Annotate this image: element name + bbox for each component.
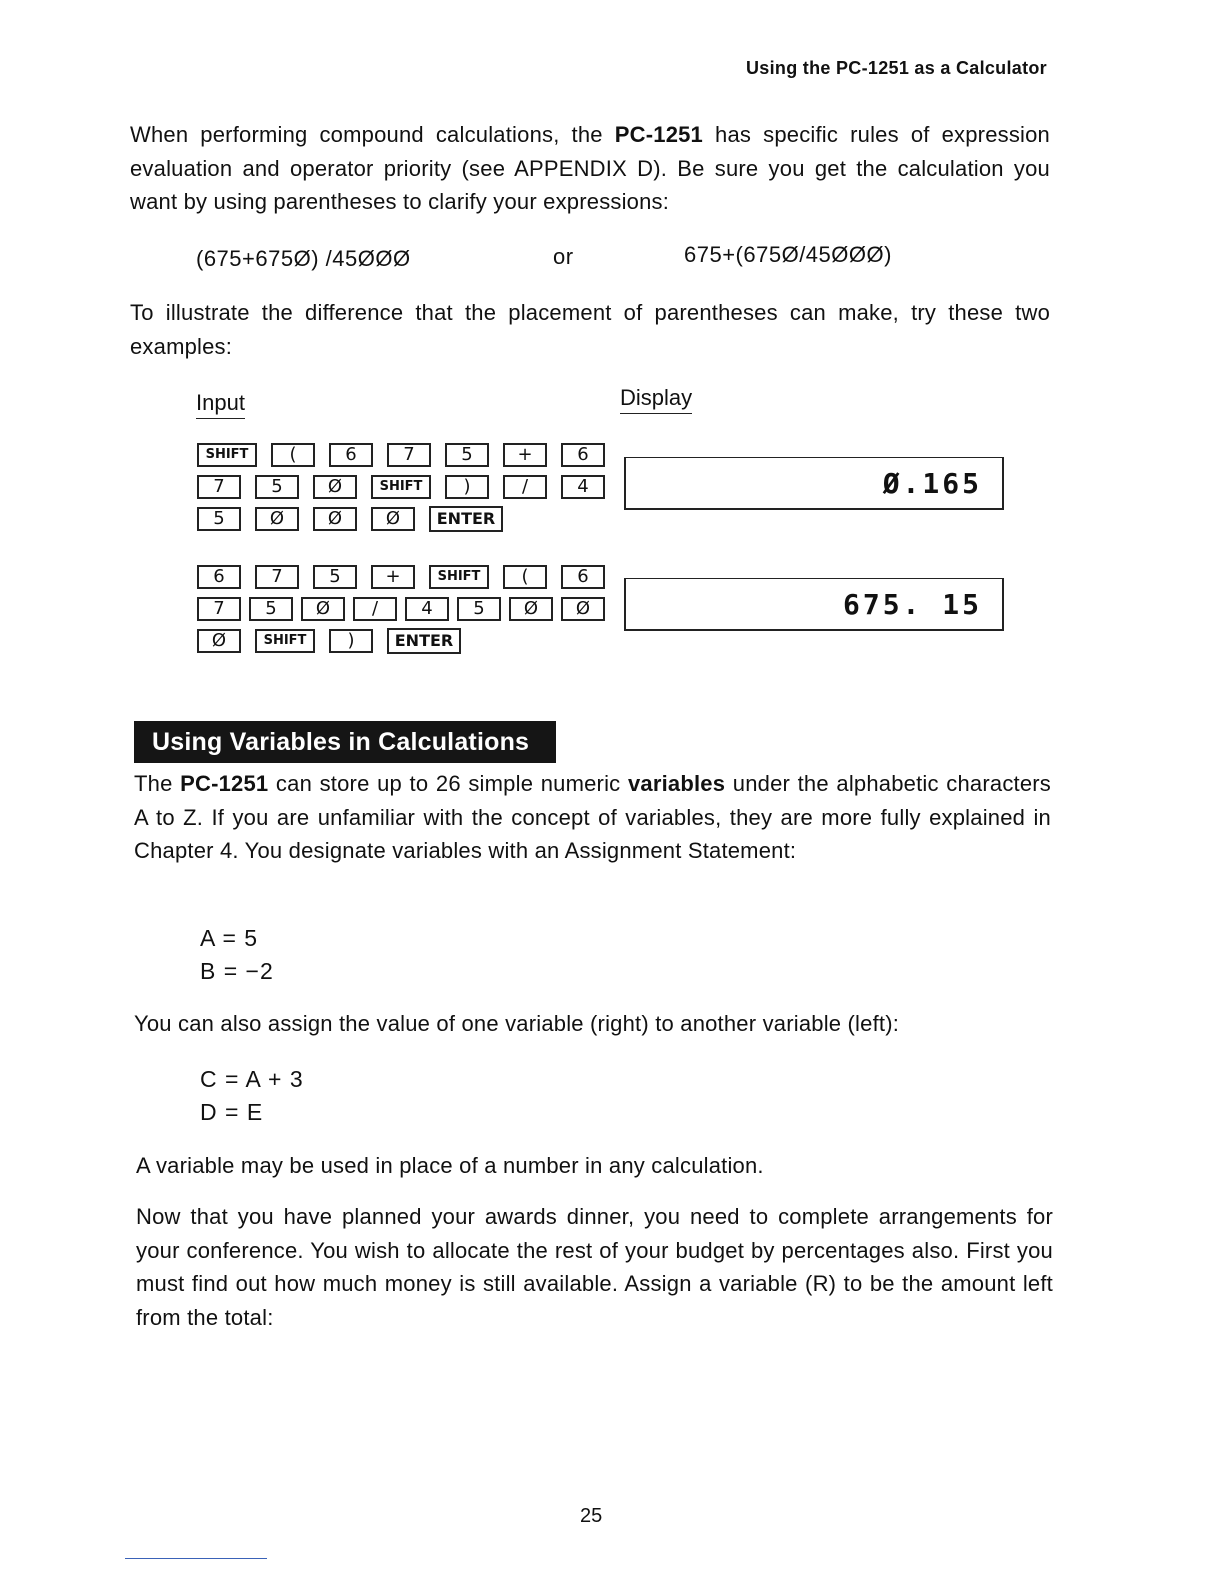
enter-key: ENTER: [387, 628, 461, 654]
digit-key: 5: [457, 597, 501, 621]
example1-display: [624, 457, 1004, 510]
digit-key: Ø: [301, 597, 345, 621]
shift-key: SHIFT: [429, 565, 489, 589]
example1-keys-row2: [197, 476, 605, 498]
digit-key: Ø: [197, 629, 241, 653]
assignment-line: D = E: [200, 1099, 264, 1125]
variables-text-mid: can store up to 26 simple numeric: [268, 771, 628, 796]
digit-key: 6: [561, 565, 605, 589]
example2-keys-row2: [197, 598, 605, 620]
example1-display-value: Ø.165: [882, 467, 982, 500]
digit-key: Ø: [313, 507, 357, 531]
example1-keys-row1: [197, 444, 605, 466]
open-paren-key: (: [271, 443, 315, 467]
digit-key: 5: [255, 475, 299, 499]
digit-key: Ø: [561, 597, 605, 621]
divide-key: /: [353, 597, 397, 621]
digit-key: Ø: [255, 507, 299, 531]
expression-right: 675+(675Ø/45ØØØ): [684, 242, 892, 267]
assignment-line: A = 5: [200, 925, 259, 951]
digit-key: 6: [197, 565, 241, 589]
digit-key: 7: [387, 443, 431, 467]
digit-key: Ø: [371, 507, 415, 531]
variables-text-end: under the alphabetic characters A to Z. If you are unfamiliar with the concept of variables, they are more fully explained in Chapter 4. You designate variables with an Assignment Statement:: [134, 771, 1051, 863]
digit-key: 6: [561, 443, 605, 467]
plus-key: +: [503, 443, 547, 467]
model-name: PC-1251: [614, 122, 703, 147]
variables-term: variables: [627, 771, 726, 796]
expression-left: (675+675Ø) /45ØØØ: [196, 246, 411, 271]
open-paren-key: (: [503, 565, 547, 589]
plus-key: +: [371, 565, 415, 589]
model-name: PC-1251: [180, 771, 269, 796]
intro-paragraph: [130, 118, 1050, 219]
digit-key: 5: [197, 507, 241, 531]
example2-display: [624, 578, 1004, 631]
digit-key: 5: [445, 443, 489, 467]
expression-or: or: [553, 244, 574, 269]
intro-text-start: When performing compound calculations, the: [130, 122, 615, 147]
shift-key: SHIFT: [371, 475, 431, 499]
variables-paragraph: [134, 767, 1051, 868]
section-heading: Using Variables in Calculations: [134, 721, 556, 763]
assign-value-paragraph: You can also assign the value of one variable (right) to another variable (left):: [134, 1011, 900, 1036]
digit-key: Ø: [509, 597, 553, 621]
shift-key: SHIFT: [197, 443, 257, 467]
digit-key: Ø: [313, 475, 357, 499]
close-paren-key: ): [445, 475, 489, 499]
enter-key: ENTER: [429, 506, 503, 532]
assignment-example-2: [200, 1063, 304, 1129]
digit-key: 5: [313, 565, 357, 589]
running-header: Using the PC-1251 as a Calculator: [745, 58, 1047, 78]
page-number: 25: [580, 1505, 603, 1527]
digit-key: 6: [329, 443, 373, 467]
footer-rule: [125, 1558, 267, 1559]
example2-keys-row1: [197, 566, 605, 588]
digit-key: 5: [249, 597, 293, 621]
example1-keys-row3: [197, 508, 503, 530]
example2-keys-row3: [197, 630, 461, 652]
budget-paragraph: Now that you have planned your awards dinner, you need to complete arrangements for your conference. You wish to allocate the rest of your budget by percentages also. First you must find out how much money is still available. Assign a variable (R) to be the amount left from the total:: [136, 1204, 1053, 1330]
digit-key: 7: [255, 565, 299, 589]
digit-key: 4: [405, 597, 449, 621]
assignment-line: B = −2: [200, 958, 274, 984]
variables-text-start: The: [134, 771, 181, 796]
close-paren-key: ): [329, 629, 373, 653]
shift-key: SHIFT: [255, 629, 315, 653]
display-column-heading: Display: [620, 385, 692, 414]
variable-usage-paragraph: A variable may be used in place of a number in any calculation.: [136, 1153, 764, 1178]
illustrate-paragraph: To illustrate the difference that the placement of parentheses can make, try these two examples:: [130, 300, 1050, 359]
digit-key: 7: [197, 597, 241, 621]
intro-text-end: has specific rules of expression evaluation and operator priority (see APPENDIX D). Be sure you get the calculation you want by using parentheses to clarify your expressions:: [130, 122, 1050, 214]
assignment-example-1: [200, 922, 274, 988]
digit-key: 4: [561, 475, 605, 499]
assignment-line: C = A + 3: [200, 1066, 304, 1092]
digit-key: 7: [197, 475, 241, 499]
example2-display-value: 675. 15: [842, 588, 982, 621]
input-column-heading: Input: [196, 390, 245, 419]
divide-key: /: [503, 475, 547, 499]
